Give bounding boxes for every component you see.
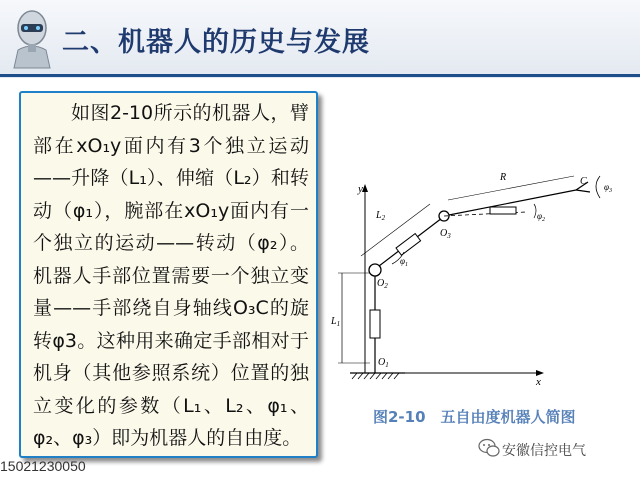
description-box: [19, 91, 318, 458]
y-axis-label: y: [358, 183, 363, 195]
label-C: C: [580, 176, 587, 187]
slide-title: 二、机器人的历史与发展: [62, 27, 370, 58]
label-L2: $L_2$: [376, 210, 386, 222]
label-O1: $O_1$: [378, 357, 389, 369]
phone-number: 15021230050: [0, 458, 86, 474]
label-R: R: [500, 172, 507, 183]
description-paragraph: 如图2-10所示的机器人，臂部在xO₁y面内有3个独立运动——升降（L₁）、伸缩（L₂）和转动（φ₁），腕部在xO₁y面内有一个独立的运动——转动（φ₂）。机器人手部位置需要一个独立变量——手部绕自身轴线O₃C的旋转φ3。这种用来确定手部相对于机身（其他参照系统）位置的独立变化的参数（L₁、L₂、φ₁、φ₂、φ₃）即为机器人的自由度。: [33, 102, 309, 449]
slide-header: [0, 0, 640, 78]
figure-caption: 图2-10 五自由度机器人简图: [373, 408, 576, 426]
x-axis-label: x: [536, 376, 541, 385]
wechat-icon: [478, 438, 500, 458]
label-O2: $O_2$: [377, 278, 388, 290]
label-L1: $L_1$: [331, 316, 341, 328]
label-phi3: $\varphi_3$: [604, 182, 612, 194]
watermark-text: 安徽信控电气: [502, 443, 586, 459]
label-phi2: $\varphi_2$: [537, 211, 545, 223]
robot-head-icon: [8, 6, 56, 70]
header-divider: [0, 74, 640, 77]
robot-diagram: [330, 160, 635, 385]
label-phi1: $\varphi_1$: [400, 256, 408, 268]
label-O3: $O_3$: [440, 228, 451, 240]
